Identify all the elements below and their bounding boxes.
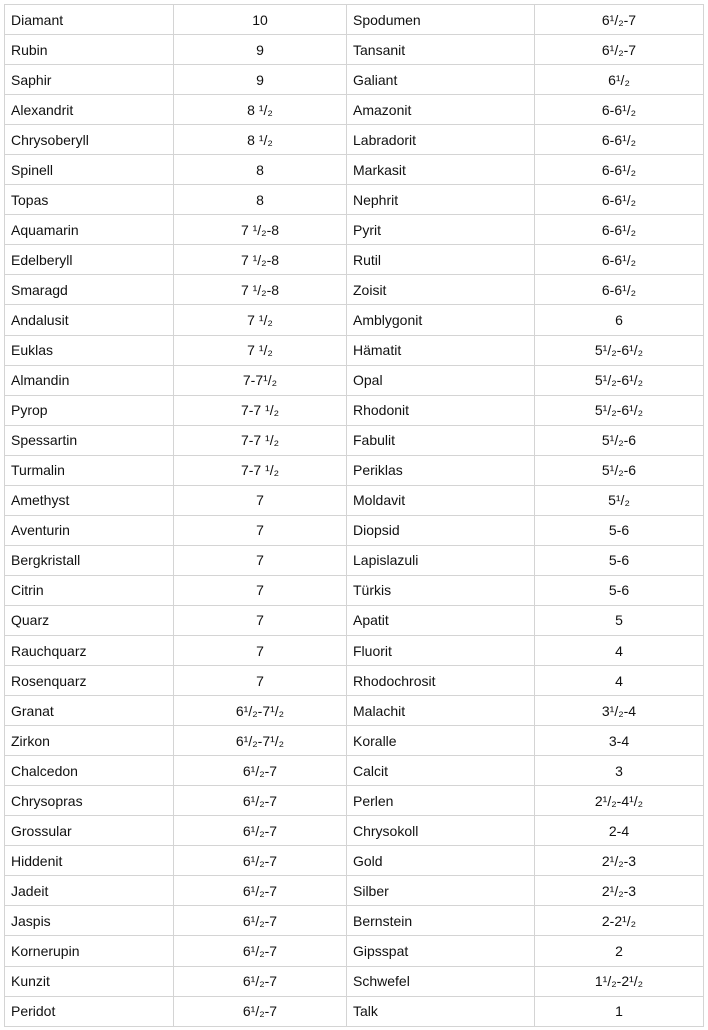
- left-hardness-value: 7-7 ¹/₂: [174, 455, 347, 485]
- left-gem-name: Rosenquarz: [5, 666, 174, 696]
- table-row: [5, 876, 704, 906]
- left-gem-name: Zirkon: [5, 726, 174, 756]
- table-row: [5, 395, 704, 425]
- table-row: [5, 155, 704, 185]
- right-gem-name: Labradorit: [347, 125, 535, 155]
- table-row: [5, 816, 704, 846]
- left-hardness-value: 6¹/₂-7: [174, 966, 347, 996]
- table-row: [5, 305, 704, 335]
- left-hardness-value: 6¹/₂-7: [174, 936, 347, 966]
- right-hardness-value: 6-6¹/₂: [535, 95, 704, 125]
- right-hardness-value: 6: [535, 305, 704, 335]
- left-hardness-value: 9: [174, 35, 347, 65]
- left-gem-name: Turmalin: [5, 455, 174, 485]
- table-row: [5, 485, 704, 515]
- right-hardness-value: 6¹/₂-7: [535, 5, 704, 35]
- left-hardness-value: 6¹/₂-7¹/₂: [174, 696, 347, 726]
- table-row: [5, 275, 704, 305]
- left-gem-name: Almandin: [5, 365, 174, 395]
- left-hardness-value: 7-7 ¹/₂: [174, 395, 347, 425]
- right-gem-name: Amazonit: [347, 95, 535, 125]
- right-hardness-value: 6-6¹/₂: [535, 185, 704, 215]
- right-hardness-value: 5¹/₂-6¹/₂: [535, 335, 704, 365]
- table-row: [5, 65, 704, 95]
- left-gem-name: Euklas: [5, 335, 174, 365]
- right-hardness-value: 2-2¹/₂: [535, 906, 704, 936]
- right-hardness-value: 4: [535, 635, 704, 665]
- left-gem-name: Saphir: [5, 65, 174, 95]
- left-hardness-value: 7 ¹/₂: [174, 305, 347, 335]
- left-hardness-value: 6¹/₂-7: [174, 816, 347, 846]
- left-hardness-value: 7 ¹/₂: [174, 335, 347, 365]
- right-gem-name: Schwefel: [347, 966, 535, 996]
- right-hardness-value: 3: [535, 756, 704, 786]
- left-gem-name: Andalusit: [5, 305, 174, 335]
- left-hardness-value: 6¹/₂-7: [174, 906, 347, 936]
- left-hardness-value: 7: [174, 515, 347, 545]
- table-row: [5, 696, 704, 726]
- right-gem-name: Spodumen: [347, 5, 535, 35]
- table-row: [5, 635, 704, 665]
- left-gem-name: Peridot: [5, 996, 174, 1026]
- table-row: [5, 455, 704, 485]
- right-gem-name: Lapislazuli: [347, 545, 535, 575]
- right-gem-name: Apatit: [347, 605, 535, 635]
- right-gem-name: Talk: [347, 996, 535, 1026]
- right-hardness-value: 6¹/₂: [535, 65, 704, 95]
- left-gem-name: Diamant: [5, 5, 174, 35]
- table-row: [5, 125, 704, 155]
- table-row: [5, 365, 704, 395]
- table-row: [5, 966, 704, 996]
- right-hardness-value: 4: [535, 666, 704, 696]
- left-gem-name: Rauchquarz: [5, 635, 174, 665]
- right-gem-name: Hämatit: [347, 335, 535, 365]
- left-hardness-value: 6¹/₂-7: [174, 876, 347, 906]
- left-hardness-value: 6¹/₂-7: [174, 756, 347, 786]
- right-gem-name: Markasit: [347, 155, 535, 185]
- left-hardness-value: 8: [174, 155, 347, 185]
- left-hardness-value: 6¹/₂-7¹/₂: [174, 726, 347, 756]
- left-hardness-value: 7: [174, 605, 347, 635]
- left-hardness-value: 8 ¹/₂: [174, 95, 347, 125]
- right-gem-name: Türkis: [347, 575, 535, 605]
- right-hardness-value: 6¹/₂-7: [535, 35, 704, 65]
- right-hardness-value: 6-6¹/₂: [535, 275, 704, 305]
- left-gem-name: Chalcedon: [5, 756, 174, 786]
- left-hardness-value: 7: [174, 635, 347, 665]
- left-hardness-value: 10: [174, 5, 347, 35]
- right-gem-name: Rhodochrosit: [347, 666, 535, 696]
- left-gem-name: Pyrop: [5, 395, 174, 425]
- left-hardness-value: 8: [174, 185, 347, 215]
- left-gem-name: Topas: [5, 185, 174, 215]
- right-gem-name: Fabulit: [347, 425, 535, 455]
- left-hardness-value: 8 ¹/₂: [174, 125, 347, 155]
- table-row: [5, 906, 704, 936]
- table-row: [5, 215, 704, 245]
- right-hardness-value: 1: [535, 996, 704, 1026]
- left-hardness-value: 7: [174, 485, 347, 515]
- table-row: [5, 425, 704, 455]
- left-gem-name: Chrysopras: [5, 786, 174, 816]
- left-hardness-value: 7-7¹/₂: [174, 365, 347, 395]
- right-gem-name: Gold: [347, 846, 535, 876]
- left-gem-name: Spinell: [5, 155, 174, 185]
- table-row: [5, 545, 704, 575]
- left-hardness-value: 6¹/₂-7: [174, 846, 347, 876]
- table-row: [5, 846, 704, 876]
- right-gem-name: Zoisit: [347, 275, 535, 305]
- right-gem-name: Fluorit: [347, 635, 535, 665]
- right-hardness-value: 2-4: [535, 816, 704, 846]
- left-hardness-value: 6¹/₂-7: [174, 996, 347, 1026]
- table-row: [5, 666, 704, 696]
- left-gem-name: Kornerupin: [5, 936, 174, 966]
- right-hardness-value: 5-6: [535, 515, 704, 545]
- left-gem-name: Grossular: [5, 816, 174, 846]
- left-hardness-value: 7: [174, 575, 347, 605]
- right-gem-name: Tansanit: [347, 35, 535, 65]
- right-hardness-value: 5¹/₂-6: [535, 455, 704, 485]
- right-gem-name: Pyrit: [347, 215, 535, 245]
- left-hardness-value: 6¹/₂-7: [174, 786, 347, 816]
- left-gem-name: Amethyst: [5, 485, 174, 515]
- left-hardness-value: 7 ¹/₂-8: [174, 215, 347, 245]
- left-gem-name: Aquamarin: [5, 215, 174, 245]
- right-gem-name: Koralle: [347, 726, 535, 756]
- table-row: [5, 245, 704, 275]
- left-gem-name: Rubin: [5, 35, 174, 65]
- right-hardness-value: 5¹/₂-6¹/₂: [535, 395, 704, 425]
- right-gem-name: Chrysokoll: [347, 816, 535, 846]
- right-gem-name: Galiant: [347, 65, 535, 95]
- table-row: [5, 786, 704, 816]
- right-hardness-value: 3-4: [535, 726, 704, 756]
- left-gem-name: Citrin: [5, 575, 174, 605]
- right-gem-name: Nephrit: [347, 185, 535, 215]
- left-gem-name: Jaspis: [5, 906, 174, 936]
- table-row: [5, 936, 704, 966]
- table-row: [5, 35, 704, 65]
- hardness-table: [4, 4, 704, 1027]
- left-gem-name: Spessartin: [5, 425, 174, 455]
- table-row: [5, 575, 704, 605]
- left-gem-name: Quarz: [5, 605, 174, 635]
- right-gem-name: Silber: [347, 876, 535, 906]
- right-gem-name: Opal: [347, 365, 535, 395]
- right-hardness-value: 5-6: [535, 545, 704, 575]
- right-hardness-value: 5¹/₂: [535, 485, 704, 515]
- right-gem-name: Amblygonit: [347, 305, 535, 335]
- right-gem-name: Rutil: [347, 245, 535, 275]
- right-hardness-value: 6-6¹/₂: [535, 125, 704, 155]
- table-row: [5, 515, 704, 545]
- right-hardness-value: 6-6¹/₂: [535, 245, 704, 275]
- left-gem-name: Jadeit: [5, 876, 174, 906]
- left-gem-name: Hiddenit: [5, 846, 174, 876]
- left-hardness-value: 7: [174, 666, 347, 696]
- left-hardness-value: 7 ¹/₂-8: [174, 245, 347, 275]
- right-gem-name: Perlen: [347, 786, 535, 816]
- right-gem-name: Calcit: [347, 756, 535, 786]
- left-gem-name: Bergkristall: [5, 545, 174, 575]
- left-hardness-value: 7 ¹/₂-8: [174, 275, 347, 305]
- table-row: [5, 95, 704, 125]
- table-row: [5, 726, 704, 756]
- right-gem-name: Bernstein: [347, 906, 535, 936]
- left-gem-name: Alexandrit: [5, 95, 174, 125]
- left-gem-name: Aventurin: [5, 515, 174, 545]
- right-hardness-value: 5¹/₂-6¹/₂: [535, 365, 704, 395]
- left-hardness-value: 7: [174, 545, 347, 575]
- right-hardness-value: 3¹/₂-4: [535, 696, 704, 726]
- left-gem-name: Kunzit: [5, 966, 174, 996]
- right-hardness-value: 2: [535, 936, 704, 966]
- left-hardness-value: 7-7 ¹/₂: [174, 425, 347, 455]
- right-hardness-value: 2¹/₂-3: [535, 876, 704, 906]
- table-row: [5, 5, 704, 35]
- table-body: [5, 5, 704, 1027]
- right-hardness-value: 6-6¹/₂: [535, 155, 704, 185]
- right-gem-name: Periklas: [347, 455, 535, 485]
- left-gem-name: Edelberyll: [5, 245, 174, 275]
- table-row: [5, 996, 704, 1026]
- right-gem-name: Rhodonit: [347, 395, 535, 425]
- right-gem-name: Malachit: [347, 696, 535, 726]
- table-row: [5, 185, 704, 215]
- right-gem-name: Gipsspat: [347, 936, 535, 966]
- right-hardness-value: 6-6¹/₂: [535, 215, 704, 245]
- table-row: [5, 756, 704, 786]
- left-gem-name: Smaragd: [5, 275, 174, 305]
- right-hardness-value: 2¹/₂-3: [535, 846, 704, 876]
- right-hardness-value: 5-6: [535, 575, 704, 605]
- right-gem-name: Diopsid: [347, 515, 535, 545]
- right-hardness-value: 1¹/₂-2¹/₂: [535, 966, 704, 996]
- left-gem-name: Chrysoberyll: [5, 125, 174, 155]
- right-hardness-value: 5¹/₂-6: [535, 425, 704, 455]
- right-hardness-value: 2¹/₂-4¹/₂: [535, 786, 704, 816]
- table-row: [5, 605, 704, 635]
- left-gem-name: Granat: [5, 696, 174, 726]
- table-row: [5, 335, 704, 365]
- right-gem-name: Moldavit: [347, 485, 535, 515]
- left-hardness-value: 9: [174, 65, 347, 95]
- right-hardness-value: 5: [535, 605, 704, 635]
